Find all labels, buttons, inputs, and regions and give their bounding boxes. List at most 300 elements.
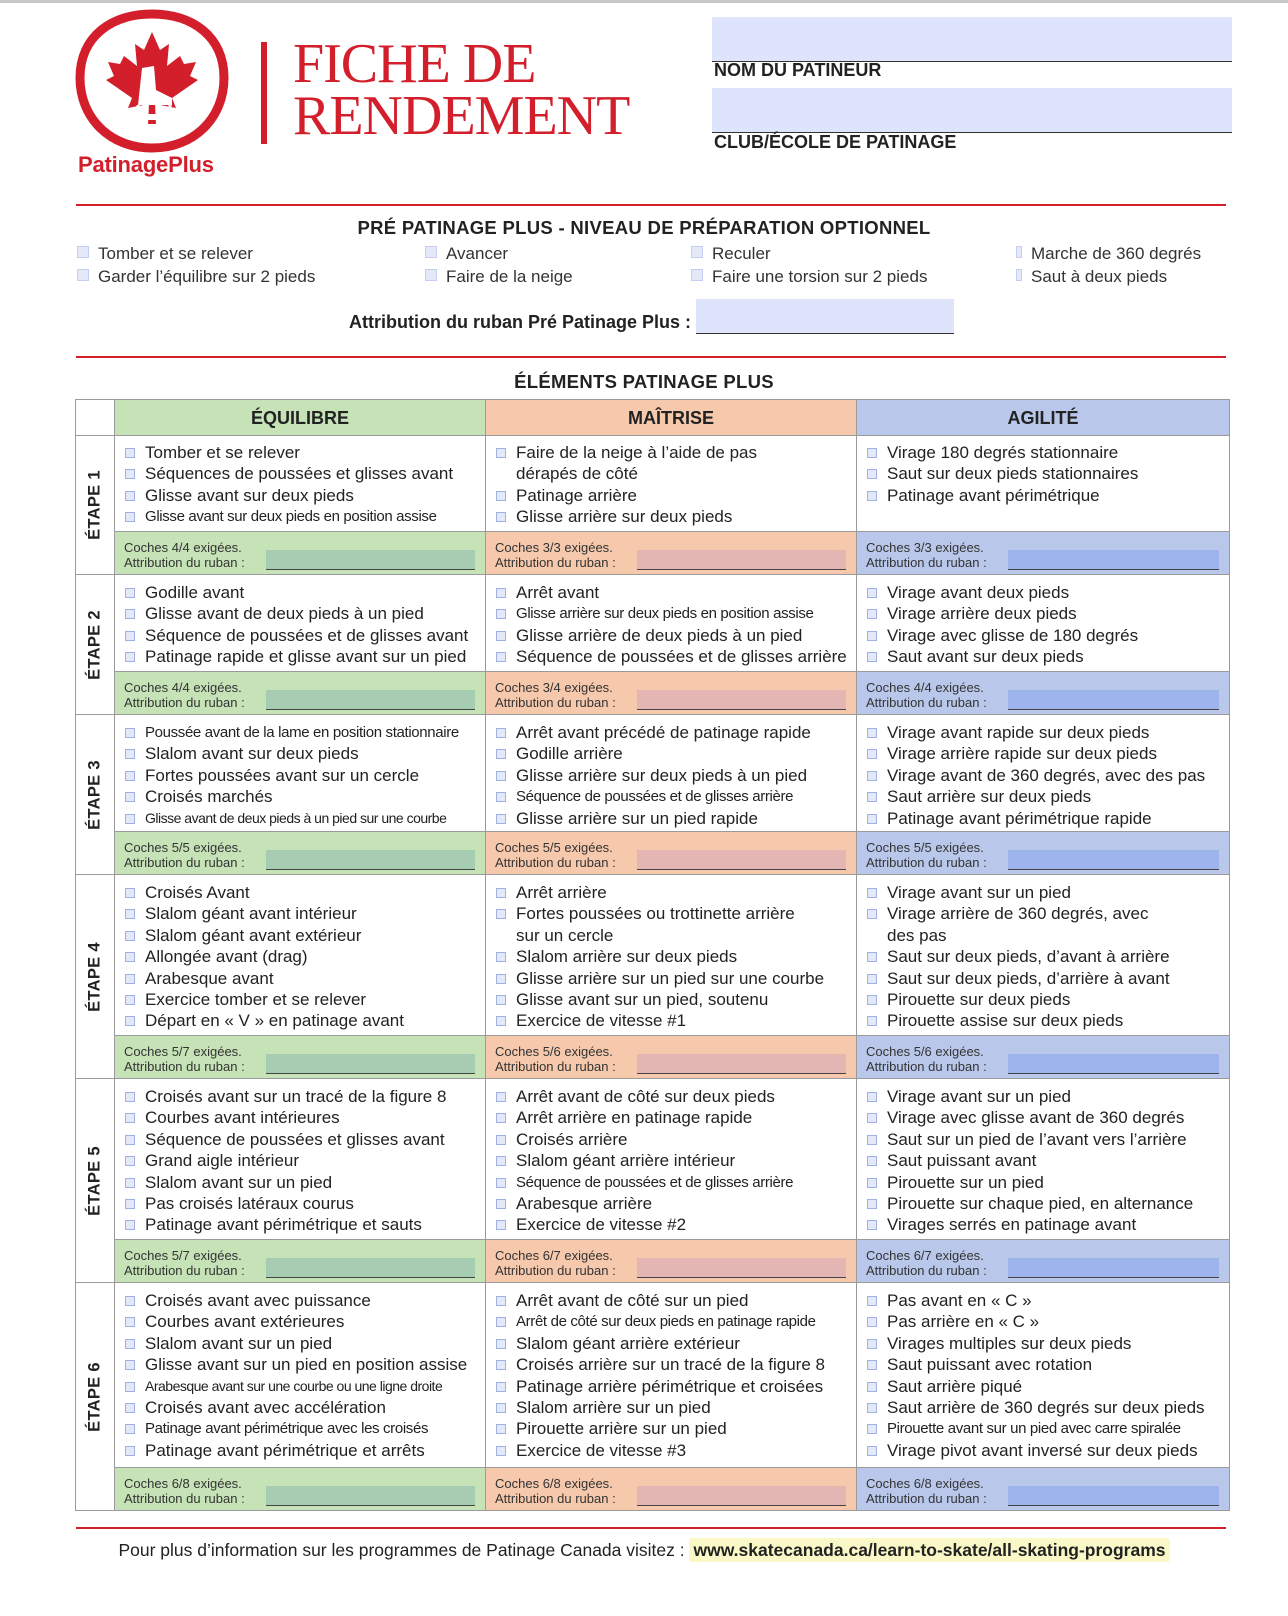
- checkbox[interactable]: [496, 1156, 506, 1166]
- ribbon-label: Attribution du ruban :: [495, 555, 616, 570]
- checklist-item-text: Croisés Avant: [145, 883, 250, 902]
- ribbon-field[interactable]: [637, 1054, 846, 1074]
- checkbox[interactable]: [867, 1339, 877, 1349]
- checkbox[interactable]: [125, 1220, 135, 1230]
- pre-item[interactable]: Faire une torsion sur 2 pieds: [691, 267, 927, 287]
- checklist-item[interactable]: [867, 1333, 1225, 1354]
- checklist-item[interactable]: [125, 946, 481, 967]
- checklist-item-text: sur un cercle: [516, 925, 614, 945]
- checkbox[interactable]: [867, 609, 877, 619]
- checkbox[interactable]: [125, 749, 135, 759]
- checklist-item-text: Exercice de vitesse #1: [516, 1011, 687, 1031]
- checkbox[interactable]: [867, 1178, 877, 1188]
- checklist-item[interactable]: [125, 1010, 481, 1031]
- checkbox[interactable]: [496, 448, 506, 458]
- checklist-item[interactable]: [867, 786, 1225, 807]
- checklist-item[interactable]: [867, 968, 1225, 989]
- checklist-item[interactable]: [125, 1418, 481, 1439]
- checklist: [857, 722, 1229, 829]
- ribbon-field[interactable]: [637, 850, 846, 870]
- checklist-item[interactable]: [496, 1376, 852, 1397]
- checklist-item[interactable]: [496, 1418, 852, 1439]
- checkbox[interactable]: [496, 909, 506, 919]
- divider: [76, 1527, 1226, 1529]
- checklist-item[interactable]: [125, 1172, 481, 1193]
- checklist-item[interactable]: [496, 1311, 852, 1332]
- checkbox[interactable]: [125, 952, 135, 962]
- checkbox[interactable]: [496, 1113, 506, 1123]
- checkbox[interactable]: [125, 491, 135, 501]
- checkbox[interactable]: [867, 1156, 877, 1166]
- checkbox[interactable]: [867, 1446, 877, 1456]
- ribbon-field[interactable]: [266, 690, 475, 710]
- checklist-item[interactable]: [125, 1440, 481, 1461]
- checkbox[interactable]: [496, 888, 506, 898]
- checkbox[interactable]: [496, 1382, 506, 1392]
- checklist-item[interactable]: [125, 989, 481, 1010]
- pre-ribbon-field[interactable]: [696, 299, 954, 334]
- checkbox[interactable]: [125, 995, 135, 1005]
- checklist-item[interactable]: [867, 722, 1225, 743]
- checklist-item[interactable]: [496, 903, 852, 924]
- checklist-item[interactable]: [867, 743, 1225, 764]
- checklist-item[interactable]: [867, 765, 1225, 786]
- checklist-item[interactable]: [496, 442, 852, 463]
- checklist-item[interactable]: [125, 903, 481, 924]
- ribbon-field[interactable]: [1008, 1486, 1219, 1506]
- ribbon-field[interactable]: [1008, 550, 1219, 570]
- checkbox[interactable]: [867, 728, 877, 738]
- checkbox[interactable]: [496, 728, 506, 738]
- checklist-item[interactable]: [867, 903, 1225, 924]
- checkbox[interactable]: [125, 631, 135, 641]
- checklist-item[interactable]: [867, 1354, 1225, 1375]
- checkbox[interactable]: [867, 995, 877, 1005]
- checklist-item[interactable]: [496, 786, 852, 807]
- checklist-item[interactable]: [125, 582, 481, 603]
- checkbox[interactable]: [867, 749, 877, 759]
- club-field[interactable]: [712, 88, 1232, 133]
- checkbox[interactable]: [496, 792, 506, 802]
- checkbox[interactable]: [867, 448, 877, 458]
- checkbox[interactable]: [867, 771, 877, 781]
- checkbox[interactable]: [125, 1199, 135, 1209]
- checklist-item[interactable]: [867, 808, 1225, 829]
- checklist-item[interactable]: [125, 925, 481, 946]
- cell-ma: [486, 1079, 857, 1282]
- checklist-item-text: Patinage avant périmétrique avec les croisés: [145, 1420, 429, 1438]
- checkbox[interactable]: [867, 792, 877, 802]
- checklist-item-text: Slalom géant avant intérieur: [145, 904, 357, 924]
- checklist-item[interactable]: [496, 1193, 852, 1214]
- ribbon-label: Attribution du ruban :: [866, 555, 987, 570]
- checkbox[interactable]: [867, 1199, 877, 1209]
- checklist-item[interactable]: [496, 1107, 852, 1128]
- checklist-item[interactable]: [867, 882, 1225, 903]
- elements-section-title: ÉLÉMENTS PATINAGE PLUS: [514, 371, 774, 392]
- checklist-item[interactable]: [125, 722, 481, 743]
- checklist-item[interactable]: [125, 1311, 481, 1332]
- checklist-item-text: Pas croisés latéraux courus: [145, 1194, 354, 1214]
- checkbox[interactable]: [496, 1339, 506, 1349]
- checkbox[interactable]: [496, 1360, 506, 1370]
- checkbox[interactable]: [496, 491, 506, 501]
- pre-ribbon-label: Attribution du ruban Pré Patinage Plus :: [349, 312, 692, 332]
- checklist-item[interactable]: [125, 1150, 481, 1171]
- checklist-item[interactable]: [867, 1397, 1225, 1418]
- checkbox[interactable]: [867, 1135, 877, 1145]
- checkbox[interactable]: [125, 974, 135, 984]
- checkbox[interactable]: [425, 269, 437, 281]
- checkbox[interactable]: [425, 246, 437, 258]
- checkbox[interactable]: [867, 588, 877, 598]
- checklist-item-text: Glisse avant de deux pieds à un pied: [145, 604, 424, 624]
- stage-row: [76, 1079, 1229, 1283]
- header-corner: [76, 400, 115, 436]
- checklist-item[interactable]: [496, 946, 852, 967]
- ribbon-label: Attribution du ruban :: [866, 1491, 987, 1506]
- checklist-item[interactable]: [867, 603, 1225, 624]
- checkbox[interactable]: [125, 1317, 135, 1327]
- checklist-item[interactable]: [125, 968, 481, 989]
- checklist-item-text: Patinage avant périmétrique et sauts: [145, 1215, 422, 1235]
- checkbox[interactable]: [125, 909, 135, 919]
- requirement-footer: [857, 671, 1229, 714]
- checkbox[interactable]: [867, 1360, 877, 1370]
- requirement-footer: [486, 1035, 856, 1078]
- checkbox[interactable]: [496, 1092, 506, 1102]
- checklist-item-text: Croisés avant avec puissance: [145, 1291, 371, 1310]
- checklist-item[interactable]: [867, 485, 1225, 506]
- checklist-item[interactable]: [125, 1354, 481, 1375]
- checkbox[interactable]: [867, 814, 877, 824]
- checkbox[interactable]: [691, 246, 703, 258]
- checklist-item-text: Glisse arrière sur deux pieds: [516, 507, 733, 527]
- checkbox[interactable]: [125, 652, 135, 662]
- checkbox[interactable]: [867, 631, 877, 641]
- checklist-item-text: Pirouette assise sur deux pieds: [887, 1011, 1124, 1031]
- checklist-item[interactable]: [867, 646, 1225, 667]
- checkbox[interactable]: [1016, 269, 1022, 281]
- skater-name-label: NOM DU PATINEUR: [714, 60, 882, 80]
- checklist-item[interactable]: [125, 1193, 481, 1214]
- checklist: [486, 722, 856, 829]
- checkbox[interactable]: [125, 469, 135, 479]
- checkbox[interactable]: [867, 1382, 877, 1392]
- pre-item[interactable]: Saut à deux pieds: [1016, 267, 1167, 287]
- checklist-item[interactable]: [867, 1010, 1225, 1031]
- ribbon-field[interactable]: [637, 690, 846, 710]
- checkbox[interactable]: [496, 652, 506, 662]
- checklist-item[interactable]: [867, 442, 1225, 463]
- checkbox[interactable]: [125, 814, 135, 824]
- checklist: [115, 442, 485, 528]
- checkbox[interactable]: [691, 269, 703, 281]
- checklist-item[interactable]: [867, 463, 1225, 484]
- checkbox[interactable]: [125, 1113, 135, 1123]
- checklist-item[interactable]: [496, 1129, 852, 1150]
- checklist-item[interactable]: [867, 1376, 1225, 1397]
- requirement-text: Coches 5/7 exigées.: [124, 1248, 242, 1263]
- checkbox[interactable]: [496, 952, 506, 962]
- checkbox[interactable]: [496, 814, 506, 824]
- checklist-item[interactable]: [867, 1107, 1225, 1128]
- ribbon-field[interactable]: [1008, 1258, 1219, 1278]
- checklist-item[interactable]: [125, 1086, 481, 1107]
- requirement-text: Coches 5/7 exigées.: [124, 1044, 242, 1059]
- checklist-item[interactable]: [867, 1214, 1225, 1235]
- ribbon-field[interactable]: [1008, 1054, 1219, 1074]
- checklist-item-text: Croisés arrière: [516, 1129, 628, 1149]
- checklist-item[interactable]: [125, 882, 481, 903]
- checkbox[interactable]: [125, 931, 135, 941]
- checkbox[interactable]: [496, 1424, 506, 1434]
- ribbon-field[interactable]: [637, 550, 846, 570]
- checklist: [486, 1290, 856, 1461]
- checklist-item[interactable]: [125, 786, 481, 807]
- checkbox[interactable]: [1016, 246, 1022, 258]
- checklist-item[interactable]: [867, 1172, 1225, 1193]
- ribbon-field[interactable]: [637, 1486, 846, 1506]
- checklist-item[interactable]: [867, 1150, 1225, 1171]
- checklist-item[interactable]: [496, 743, 852, 764]
- checkbox[interactable]: [496, 1178, 506, 1188]
- ribbon-label: Attribution du ruban :: [866, 695, 987, 710]
- checklist-item[interactable]: [496, 808, 852, 829]
- checklist-item[interactable]: [125, 1333, 481, 1354]
- checklist-item[interactable]: [496, 765, 852, 786]
- checkbox[interactable]: [125, 1339, 135, 1349]
- checklist-item[interactable]: [125, 485, 481, 506]
- checklist-item[interactable]: [496, 722, 852, 743]
- checklist-item[interactable]: [125, 506, 481, 527]
- checkbox[interactable]: [125, 728, 135, 738]
- checklist-item[interactable]: [496, 485, 852, 506]
- checkbox[interactable]: [867, 1113, 877, 1123]
- checkbox[interactable]: [125, 1156, 135, 1166]
- checkbox[interactable]: [867, 952, 877, 962]
- checkbox[interactable]: [496, 1296, 506, 1306]
- ribbon-field[interactable]: [266, 1486, 475, 1506]
- checklist-item[interactable]: [125, 765, 481, 786]
- checkbox[interactable]: [496, 588, 506, 598]
- checklist-item[interactable]: [496, 582, 852, 603]
- checkbox[interactable]: [867, 469, 877, 479]
- ribbon-field[interactable]: [637, 1258, 846, 1278]
- checklist-item[interactable]: [125, 1290, 481, 1311]
- ribbon-field[interactable]: [266, 550, 475, 570]
- checklist-item[interactable]: [496, 1397, 852, 1418]
- checklist-item[interactable]: [125, 743, 481, 764]
- checkbox[interactable]: [125, 888, 135, 898]
- checklist-item[interactable]: [496, 625, 852, 646]
- checklist-item[interactable]: [125, 646, 481, 667]
- checkbox[interactable]: [496, 1135, 506, 1145]
- checklist-item[interactable]: [496, 603, 852, 624]
- checkbox[interactable]: [125, 512, 135, 522]
- checkbox[interactable]: [125, 1360, 135, 1370]
- checklist-item[interactable]: [496, 882, 852, 903]
- checkbox[interactable]: [77, 269, 89, 281]
- checklist-item-text: Slalom avant sur deux pieds: [145, 744, 359, 764]
- checklist-item[interactable]: [496, 1086, 852, 1107]
- checkbox[interactable]: [496, 1446, 506, 1456]
- checkbox[interactable]: [496, 1403, 506, 1413]
- checklist-item-text: Glisse avant sur un pied, soutenu: [516, 990, 769, 1010]
- checklist-item[interactable]: [867, 625, 1225, 646]
- checklist-item-text: Arrêt arrière: [516, 883, 607, 902]
- checklist-item[interactable]: [496, 1010, 852, 1031]
- checkbox[interactable]: [125, 771, 135, 781]
- checkbox[interactable]: [867, 1016, 877, 1026]
- checklist-item[interactable]: [496, 1214, 852, 1235]
- checklist-item-text: Virage pivot avant inversé sur deux pieds: [887, 1440, 1198, 1460]
- checkbox[interactable]: [125, 588, 135, 598]
- checklist-item[interactable]: [125, 442, 481, 463]
- checkbox[interactable]: [867, 1220, 877, 1230]
- checkbox[interactable]: [496, 749, 506, 759]
- checkbox[interactable]: [496, 512, 506, 522]
- checklist-item-text: Patinage avant périmétrique: [887, 485, 1100, 505]
- checkbox[interactable]: [496, 631, 506, 641]
- checklist-item[interactable]: [867, 1129, 1225, 1150]
- checklist-item-text: Séquence de poussées et de glisses arrière: [516, 788, 794, 806]
- requirement-footer: [857, 1239, 1229, 1282]
- checkbox[interactable]: [125, 1296, 135, 1306]
- checklist-item[interactable]: [125, 1129, 481, 1150]
- checklist-item[interactable]: [496, 1440, 852, 1461]
- requirement-text: Coches 6/8 exigées.: [124, 1476, 242, 1491]
- checklist-item-continuation: [496, 463, 852, 484]
- checkbox[interactable]: [125, 1446, 135, 1456]
- checklist-item[interactable]: [867, 1418, 1225, 1439]
- checkbox[interactable]: [125, 1382, 135, 1392]
- skater-name-field[interactable]: [712, 17, 1232, 62]
- ribbon-field[interactable]: [266, 850, 475, 870]
- checkbox[interactable]: [867, 888, 877, 898]
- checkbox[interactable]: [867, 1403, 877, 1413]
- checklist-item[interactable]: [867, 1086, 1225, 1107]
- checkbox[interactable]: [496, 609, 506, 619]
- checkbox[interactable]: [496, 1317, 506, 1327]
- cell-ma: [486, 575, 857, 714]
- pre-item[interactable]: Avancer: [425, 244, 508, 264]
- checkbox[interactable]: [125, 1424, 135, 1434]
- requirement-text: Coches 5/5 exigées.: [124, 840, 242, 855]
- checkbox[interactable]: [867, 1424, 877, 1434]
- checklist-item[interactable]: [125, 1397, 481, 1418]
- checkbox[interactable]: [496, 974, 506, 984]
- ribbon-field[interactable]: [1008, 850, 1219, 870]
- checklist-item[interactable]: [125, 1376, 481, 1397]
- checklist-item-text: Séquences de poussées et glisses avant: [145, 464, 454, 484]
- checkbox[interactable]: [125, 1092, 135, 1102]
- checkbox[interactable]: [867, 1317, 877, 1327]
- checkbox[interactable]: [125, 1016, 135, 1026]
- checkbox[interactable]: [125, 1403, 135, 1413]
- checklist-item[interactable]: [496, 1290, 852, 1311]
- checklist-item-text: Glisse avant sur deux pieds: [145, 485, 354, 505]
- checklist-item[interactable]: [125, 603, 481, 624]
- checklist-item-text: Arabesque avant sur une courbe ou une ligne droite: [145, 1377, 443, 1394]
- checkbox[interactable]: [125, 1178, 135, 1188]
- checkbox[interactable]: [125, 792, 135, 802]
- pre-item[interactable]: Tomber et se relever: [77, 244, 253, 264]
- checkbox[interactable]: [867, 909, 877, 919]
- checklist-item[interactable]: [125, 1214, 481, 1235]
- checklist-item[interactable]: [867, 989, 1225, 1010]
- checkbox[interactable]: [125, 609, 135, 619]
- column-header-equilibre: ÉQUILIBRE: [115, 400, 486, 436]
- skate-canada-logo: [72, 8, 232, 158]
- ribbon-field[interactable]: [266, 1054, 475, 1074]
- checklist-item[interactable]: [867, 1440, 1225, 1461]
- checklist-item[interactable]: [125, 808, 481, 829]
- checklist-item[interactable]: [867, 1311, 1225, 1332]
- checkbox[interactable]: [867, 974, 877, 984]
- checklist-item[interactable]: [496, 989, 852, 1010]
- checklist-item[interactable]: [496, 1354, 852, 1375]
- checklist-item[interactable]: [496, 646, 852, 667]
- checklist-item[interactable]: [496, 1172, 852, 1193]
- pre-item[interactable]: Faire de la neige: [425, 267, 573, 287]
- checklist-item-text: Slalom avant sur un pied: [145, 1172, 333, 1192]
- checkbox[interactable]: [496, 1220, 506, 1230]
- footer-text: Pour plus d’information sur les programmes de Patinage Canada visitez :: [118, 1540, 685, 1560]
- checkbox[interactable]: [496, 1016, 506, 1026]
- ribbon-label: Attribution du ruban :: [124, 1491, 245, 1506]
- checkbox[interactable]: [77, 246, 89, 258]
- checklist-item[interactable]: [496, 968, 852, 989]
- checklist-item[interactable]: [867, 1290, 1225, 1311]
- checkbox[interactable]: [496, 771, 506, 781]
- checklist-item[interactable]: [125, 1107, 481, 1128]
- checklist-item[interactable]: [867, 1193, 1225, 1214]
- ribbon-label: Attribution du ruban :: [495, 855, 616, 870]
- checkbox[interactable]: [496, 995, 506, 1005]
- checklist-item-text: Virage avant sur un pied: [887, 1087, 1071, 1106]
- checklist-item[interactable]: [496, 506, 852, 527]
- ribbon-field[interactable]: [1008, 690, 1219, 710]
- checkbox[interactable]: [867, 1296, 877, 1306]
- checklist-item[interactable]: [867, 946, 1225, 967]
- checkbox[interactable]: [867, 1092, 877, 1102]
- pre-item[interactable]: Garder l’équilibre sur 2 pieds: [77, 267, 315, 287]
- checklist-item-text: Saut sur deux pieds, d’arrière à avant: [887, 968, 1170, 988]
- checklist-item[interactable]: [867, 582, 1225, 603]
- pre-item[interactable]: Marche de 360 degrés: [1016, 244, 1201, 264]
- checklist-item[interactable]: [125, 463, 481, 484]
- checkbox[interactable]: [125, 448, 135, 458]
- checkbox[interactable]: [867, 652, 877, 662]
- checkbox[interactable]: [125, 1135, 135, 1145]
- cell-ma: [486, 1283, 857, 1510]
- pre-item[interactable]: Reculer: [691, 244, 771, 264]
- checklist: [857, 1290, 1229, 1461]
- ribbon-field[interactable]: [266, 1258, 475, 1278]
- checklist-item[interactable]: [496, 1333, 852, 1354]
- checklist-item-text: Glisse avant sur un pied en position assise: [145, 1355, 468, 1375]
- checklist-item-text: Saut sur deux pieds stationnaires: [887, 464, 1139, 484]
- requirement-text: Coches 6/7 exigées.: [495, 1248, 613, 1263]
- checklist-item-text: Glisse arrière sur un pied sur une courbe: [516, 968, 825, 988]
- checklist-item[interactable]: [125, 625, 481, 646]
- checkbox[interactable]: [496, 1199, 506, 1209]
- checkbox[interactable]: [867, 491, 877, 501]
- footer-link[interactable]: www.skatecanada.ca/learn-to-skate/all-skating-programs: [689, 1538, 1169, 1562]
- checklist-item[interactable]: [496, 1150, 852, 1171]
- checklist-item-text: Poussée avant de la lame en position stationnaire: [145, 724, 459, 741]
